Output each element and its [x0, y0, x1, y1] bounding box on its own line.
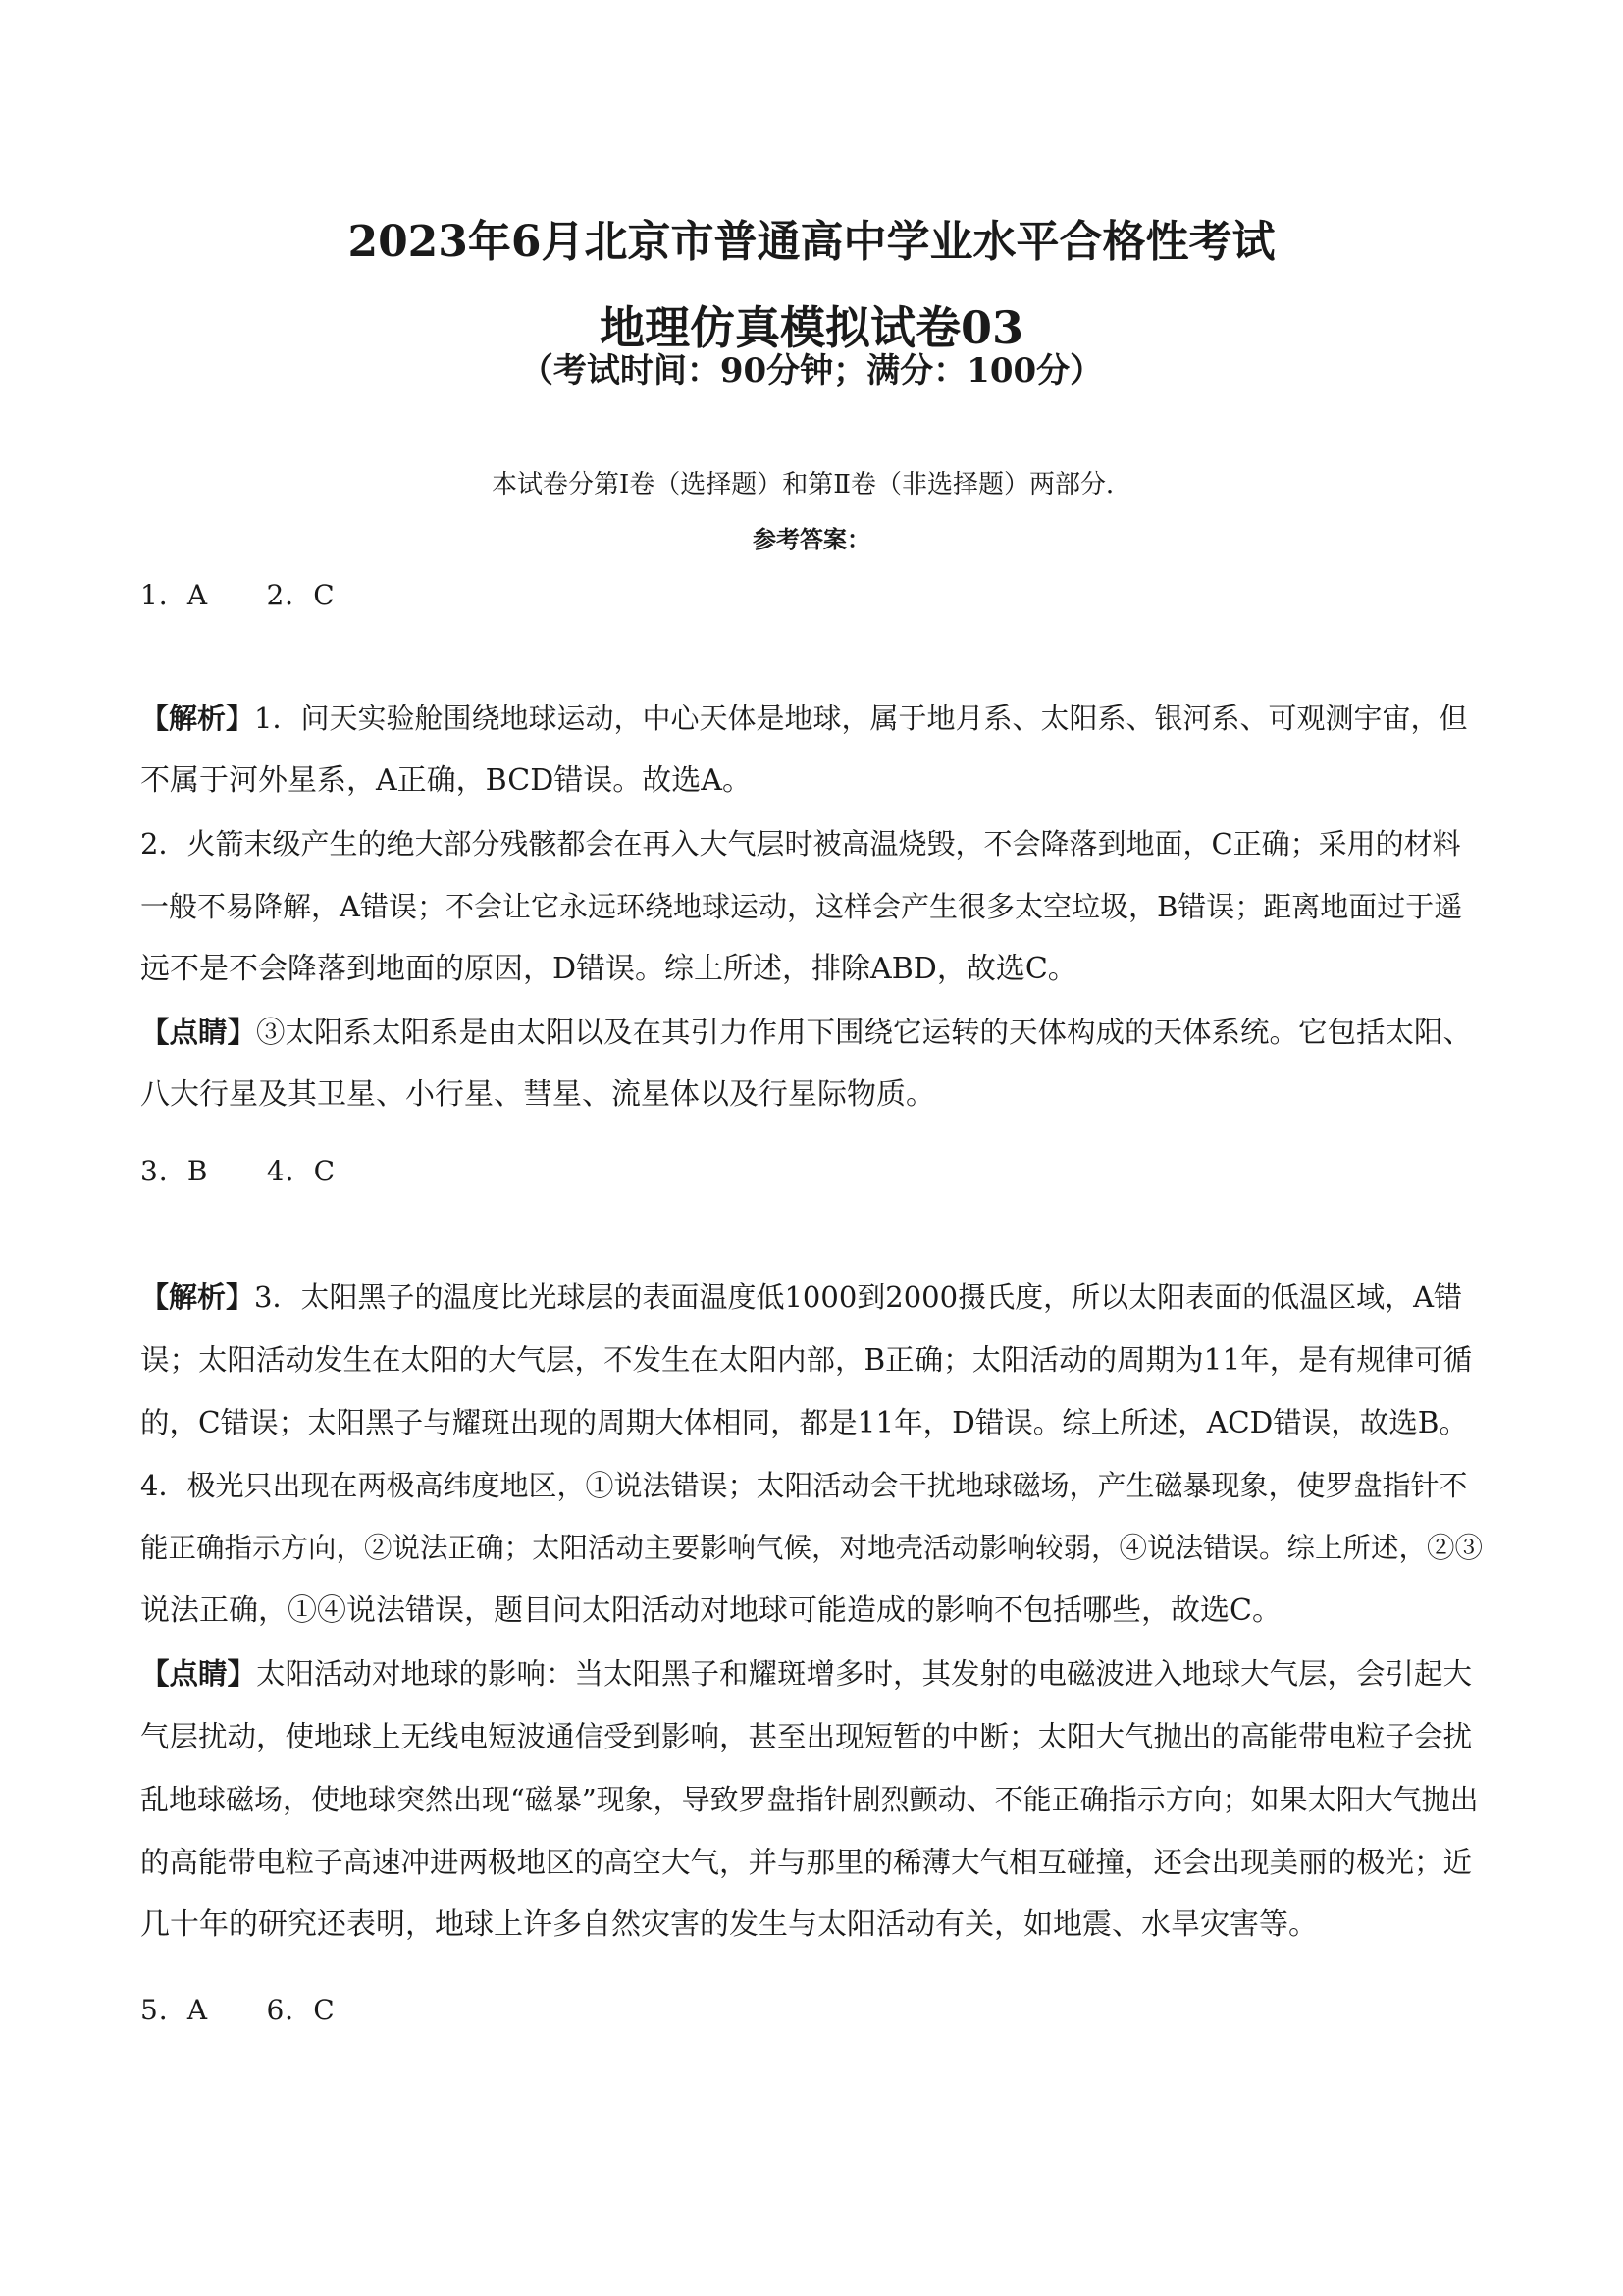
key-point-tag: 【点睛】 — [140, 1015, 257, 1049]
analysis-tag: 【解析】 — [140, 702, 255, 735]
reference-answer-heading: 参考答案： — [753, 525, 870, 553]
key-point-tag: 【点睛】 — [140, 1656, 257, 1691]
key-point-section — [140, 1001, 1483, 1126]
paper-intro: 本试卷分第Ⅰ卷（选择题）和第Ⅱ卷（非选择题）两部分． — [492, 470, 1131, 499]
key-point-line: 八大行星及其卫星、小行星、彗星、流星体以及行星际物质。 — [140, 1077, 935, 1112]
analysis-line: 不属于河外星系，A正确，BCD错误。故选A。 — [140, 763, 752, 798]
analysis-line: 【解析】1．问天实验舱围绕地球运动，中心天体是地球，属于地月系、太阳系、银河系、可观测宇宙，但 — [140, 702, 1468, 735]
analysis-line: 【解析】3．太阳黑子的温度比光球层的表面温度低1000到2000摄氏度，所以太阳表面的低温区域，A错 — [140, 1280, 1463, 1314]
analysis-line: 一般不易降解，A错误；不会让它永远环绕地球运动，这样会产生很多太空垃圾，B错误；距离地面过于遥 — [140, 890, 1463, 923]
key-point-line: 气层扰动，使地球上无线电短波通信受到影响，甚至出现短暂的中断；太阳大气抛出的高能带电粒子会扰 — [140, 1720, 1473, 1753]
answer-line: 5．A 6．C — [140, 1994, 336, 2026]
analysis-line: 2．火箭末级产生的绝大部分残骸都会在再入大气层时被高温烧毁，不会降落到地面，C正确；采用的材料 — [140, 827, 1461, 861]
key-point-line: 【点睛】③太阳系太阳系是由太阳以及在其引力作用下围绕它运转的天体构成的天体系统。它包括太阳、 — [140, 1015, 1473, 1049]
key-point-section — [140, 1643, 1483, 1957]
analysis-tag: 【解析】 — [140, 1280, 255, 1314]
analysis-section — [140, 687, 1483, 1001]
analysis-line: 远不是不会降落到地面的原因，D错误。综上所述，排除ABD，故选C。 — [140, 952, 1077, 986]
analysis-line: 的，C错误；太阳黑子与耀斑出现的周期大体相同，都是11年，D错误。综上所述，ACD错误，故选B。 — [140, 1406, 1468, 1439]
analysis-line: 误；太阳活动发生在太阳的大气层，不发生在太阳内部，B正确；太阳活动的周期为11年，是有规律可循 — [140, 1343, 1473, 1377]
answer-line: 1．A 2．C — [140, 579, 336, 611]
key-point-line: 【点睛】太阳活动对地球的影响：当太阳黑子和耀斑增多时，其发射的电磁波进入地球大气层，会引起大 — [140, 1656, 1473, 1691]
analysis-section — [140, 1266, 1483, 1643]
analysis-line: 4．极光只出现在两极高纬度地区，①说法错误；太阳活动会干扰地球磁场，产生磁暴现象，使罗盘指针不 — [140, 1469, 1468, 1502]
paper-title: 地理仿真模拟试卷03 — [599, 301, 1023, 354]
key-point-line: 乱地球磁场，使地球突然出现“磁暴”现象，导致罗盘指针剧烈颤动、不能正确指示方向；如果太阳大气抛出 — [140, 1783, 1479, 1816]
answer-line: 3．B 4．C — [140, 1155, 337, 1187]
key-point-line: 几十年的研究还表明，地球上许多自然灾害的发生与太阳活动有关，如地震、水旱灾害等。 — [140, 1907, 1318, 1942]
analysis-line: 说法正确，①④说法错误，题目问太阳活动对地球可能造成的影响不包括哪些，故选C。 — [140, 1593, 1282, 1628]
exam-title: 2023年6月北京市普通高中学业水平合格性考试 — [347, 217, 1276, 267]
exam-duration-score: （考试时间：90分钟；满分：100分） — [519, 351, 1104, 391]
analysis-line: 能正确指示方向，②说法正确；太阳活动主要影响气候，对地壳活动影响较弱，④说法错误。综上所述，②③ — [140, 1532, 1484, 1564]
key-point-line: 的高能带电粒子高速冲进两极地区的高空大气，并与那里的稀薄大气相互碰撞，还会出现美丽的极光；近 — [140, 1846, 1473, 1879]
